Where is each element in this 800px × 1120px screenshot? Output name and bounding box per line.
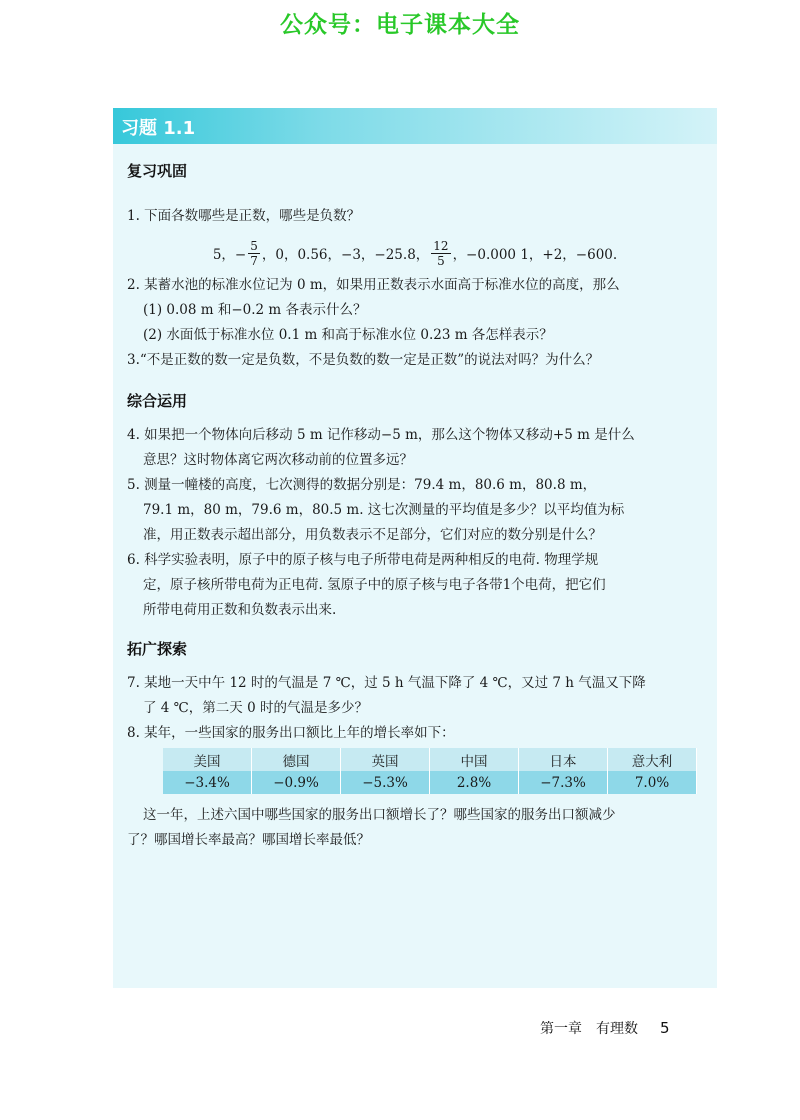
table-cell-country: 美国 — [163, 748, 252, 771]
question-5-line-2: 79.1 m，80 m，79.6 m，80.5 m. 这七次测量的平均值是多少？以平均值为标 — [143, 502, 625, 518]
watermark-banner: 公众号：电子课本大全 — [280, 12, 520, 38]
fraction-12-5 — [431, 239, 450, 268]
chapter-label: 第一章 有理数 — [540, 1021, 638, 1037]
question-2-sub-1: (1) 0.08 m 和−0.2 m 各表示什么？ — [143, 302, 367, 318]
table-cell-country: 中国 — [430, 748, 519, 771]
question-3: 3.“不是正数的数一定是负数，不是负数的数一定是正数”的说法对吗？为什么？ — [127, 352, 600, 368]
exercise-title: 习题 1.1 — [121, 118, 196, 139]
question-1-values — [113, 233, 717, 273]
fraction-numerator: 5 — [250, 238, 258, 253]
table-cell-country: 日本 — [519, 748, 608, 771]
question-2: 2. 某蓄水池的标准水位记为 0 m，如果用正数表示水面高于标准水位的高度，那么 — [127, 277, 620, 293]
section-heading-application: 综合运用 — [127, 392, 188, 410]
table-cell-rate: −7.3% — [519, 771, 608, 794]
table-cell-rate: −3.4% — [163, 771, 252, 794]
table-cell-country: 德国 — [252, 748, 341, 771]
question-6-line-2: 定，原子核所带电荷为正电荷. 氢原子中的原子核与电子各带1个电荷，把它们 — [143, 577, 606, 593]
exercise-header — [113, 108, 717, 144]
table-row-rates — [163, 771, 697, 794]
q1-values-part-1: 5，− — [212, 247, 247, 263]
question-5-line-1: 5. 测量一幢楼的高度，七次测得的数据分别是：79.4 m，80.6 m，80.8 m， — [127, 477, 597, 493]
growth-rate-table — [163, 748, 697, 794]
question-2-sub-2: (2) 水面低于标准水位 0.1 m 和高于标准水位 0.23 m 各怎样表示？ — [143, 327, 553, 343]
question-6-line-1: 6. 科学实验表明，原子中的原子核与电子所带电荷是两种相反的电荷. 物理学规 — [127, 552, 599, 568]
table-cell-country: 意大利 — [608, 748, 697, 771]
question-7-line-1: 7. 某地一天中午 12 时的气温是 7 ℃，过 5 h 气温下降了 4 ℃，又过 7 h 气温又下降 — [127, 675, 646, 691]
q1-values-part-2: ，0，0.56，−3，−25.8， — [261, 247, 430, 263]
table-cell-rate: 2.8% — [430, 771, 519, 794]
fraction-5-7 — [248, 239, 260, 268]
question-8-follow-line-1: 这一年，上述六国中哪些国家的服务出口额增长了？哪些国家的服务出口额减少 — [143, 807, 616, 823]
exercise-panel — [113, 108, 717, 988]
q1-values-part-3: ，−0.000 1，+2，−600. — [452, 247, 618, 263]
fraction-denominator: 7 — [250, 253, 258, 268]
table-cell-rate: 7.0% — [608, 771, 697, 794]
page-footer — [540, 1018, 670, 1038]
section-heading-extension: 拓广探索 — [127, 640, 188, 658]
table-cell-rate: −5.3% — [341, 771, 430, 794]
question-1: 1. 下面各数哪些是正数，哪些是负数？ — [127, 208, 361, 224]
fraction-denominator: 5 — [437, 253, 445, 268]
page-number: 5 — [660, 1019, 670, 1037]
question-5-line-3: 准，用正数表示超出部分，用负数表示不足部分，它们对应的数分别是什么？ — [143, 527, 602, 543]
table-cell-country: 英国 — [341, 748, 430, 771]
question-7-line-2: 了 4 ℃，第二天 0 时的气温是多少？ — [143, 700, 368, 716]
question-6-line-3: 所带电荷用正数和负数表示出来. — [143, 602, 337, 618]
question-4-line-1: 4. 如果把一个物体向后移动 5 m 记作移动−5 m，那么这个物体又移动+5 m 是什么 — [127, 427, 635, 443]
question-8-follow-line-2: 了？哪国增长率最高？哪国增长率最低？ — [127, 832, 370, 848]
table-row-countries — [163, 748, 697, 771]
section-heading-review: 复习巩固 — [127, 162, 188, 180]
question-8: 8. 某年，一些国家的服务出口额比上年的增长率如下： — [127, 725, 455, 741]
fraction-numerator: 12 — [433, 238, 449, 253]
table-cell-rate: −0.9% — [252, 771, 341, 794]
question-4-line-2: 意思？这时物体离它两次移动前的位置多远？ — [143, 452, 413, 468]
